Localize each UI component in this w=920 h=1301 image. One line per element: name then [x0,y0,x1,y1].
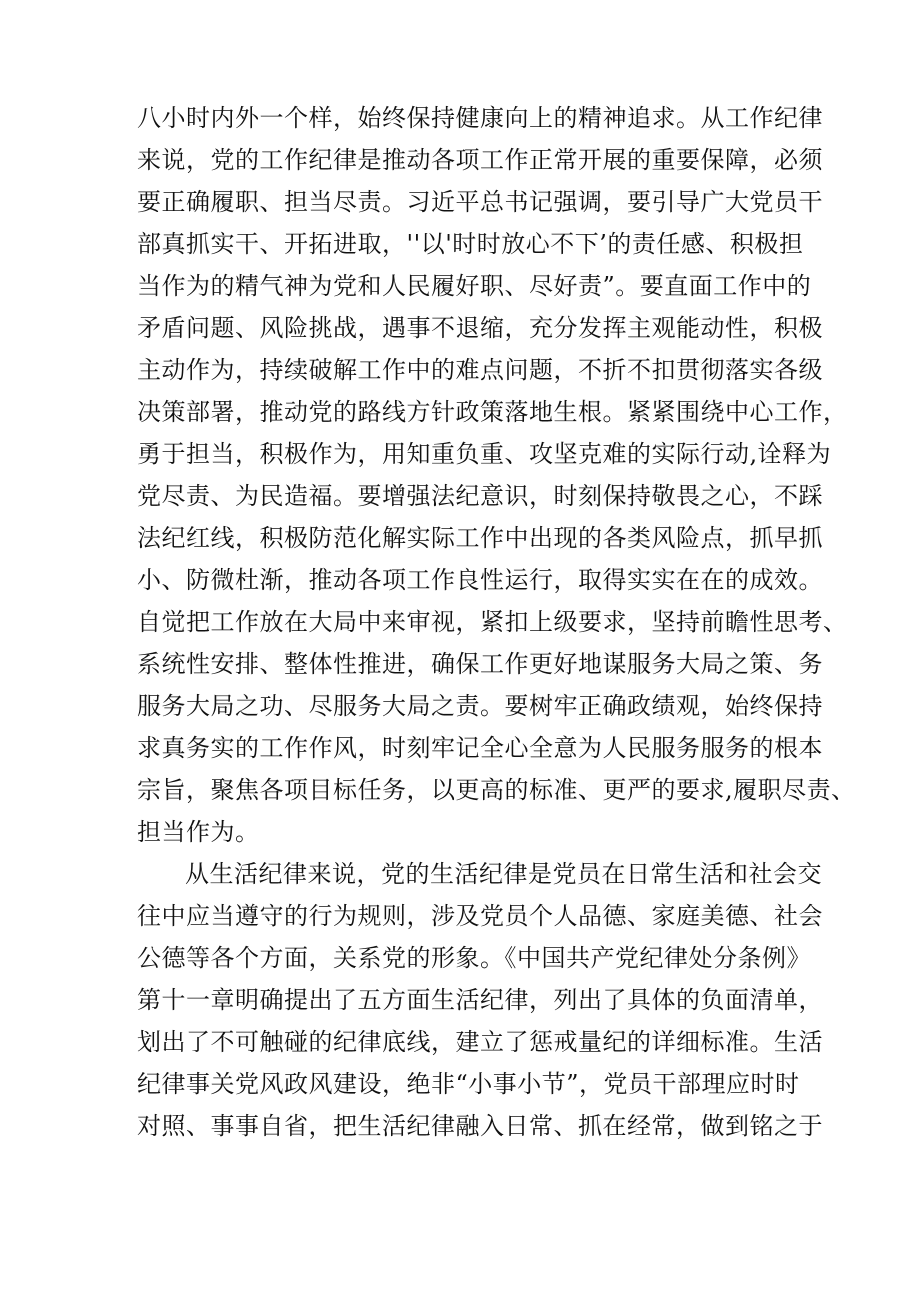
text-line: 担当作为。 [137,818,260,846]
text-line: 公德等各个方面，关系党的形象。《中国共产党纪律处分条例》 [137,944,811,972]
text-line: 纪律事关党风政风建设，绝非“小事小节”，党员干部理应时时 [137,1070,800,1098]
text-line: 主动作为，持续破解工作中的难点问题，不折不扣贯彻落实各级 [137,356,823,384]
text-line: 宗旨，聚焦各项目标任务，以更高的标准、更严的要求,履职尽责、 [137,776,856,804]
text-line: 服务大局之功、尽服务大局之责。要树牢正确政绩观，始终保持 [137,692,823,720]
text-line: 自觉把工作放在大局中来审视，紧扣上级要求，坚持前瞻性思考、 [137,608,848,636]
text-line: 系统性安排、整体性推进，确保工作更好地谋服务大局之策、务 [137,650,823,678]
text-line: 八小时内外一个样，始终保持健康向上的精神追求。从工作纪律 [137,104,823,132]
text-line: 要正确履职、担当尽责。习近平总书记强调，要引导广大党员干 [137,188,823,216]
text-line: 矛盾问题、风险挑战，遇事不退缩，充分发挥主观能动性，积极 [137,314,823,342]
text-line: 决策部署，推动党的路线方针政策落地生根。紧紧围绕中心工作， [137,398,848,426]
text-line: 求真务实的工作作风，时刻牢记全心全意为人民服务服务的根本 [137,734,823,762]
paragraph-first-line: 从生活纪律来说，党的生活纪律是党员在日常生活和社会交 [185,860,822,888]
text-line: 第十一章明确提出了五方面生活纪律，列出了具体的负面清单， [137,986,823,1014]
text-line: 勇于担当，积极作为，用知重负重、攻坚克难的实际行动,诠释为 [137,440,832,468]
text-line: 部真抓实干、开拓进取，''以'时时放心不下’的责任感、积极担 [137,230,804,258]
text-line: 划出了不可触碰的纪律底线，建立了惩戒量纪的详细标准。生活 [137,1028,823,1056]
text-line: 党尽责、为民造福。要增强法纪意识，时刻保持敬畏之心，不踩 [137,482,823,510]
text-line: 小、防微杜渐，推动各项工作良性运行，取得实实在在的成效。 [137,566,823,594]
text-line: 来说，党的工作纪律是推动各项工作正常开展的重要保障，必须 [137,146,823,174]
text-line: 法纪红线，积极防范化解实际工作中出现的各类风险点，抓早抓 [137,524,823,552]
text-line: 对照、事事自省，把生活纪律融入日常、抓在经常，做到铭之于 [137,1112,823,1140]
text-line: 当作为的精气神为党和人民履好职、尽好责”。要直面工作中的 [137,272,812,300]
text-line: 往中应当遵守的行为规则，涉及党员个人品德、家庭美德、社会 [137,902,823,930]
